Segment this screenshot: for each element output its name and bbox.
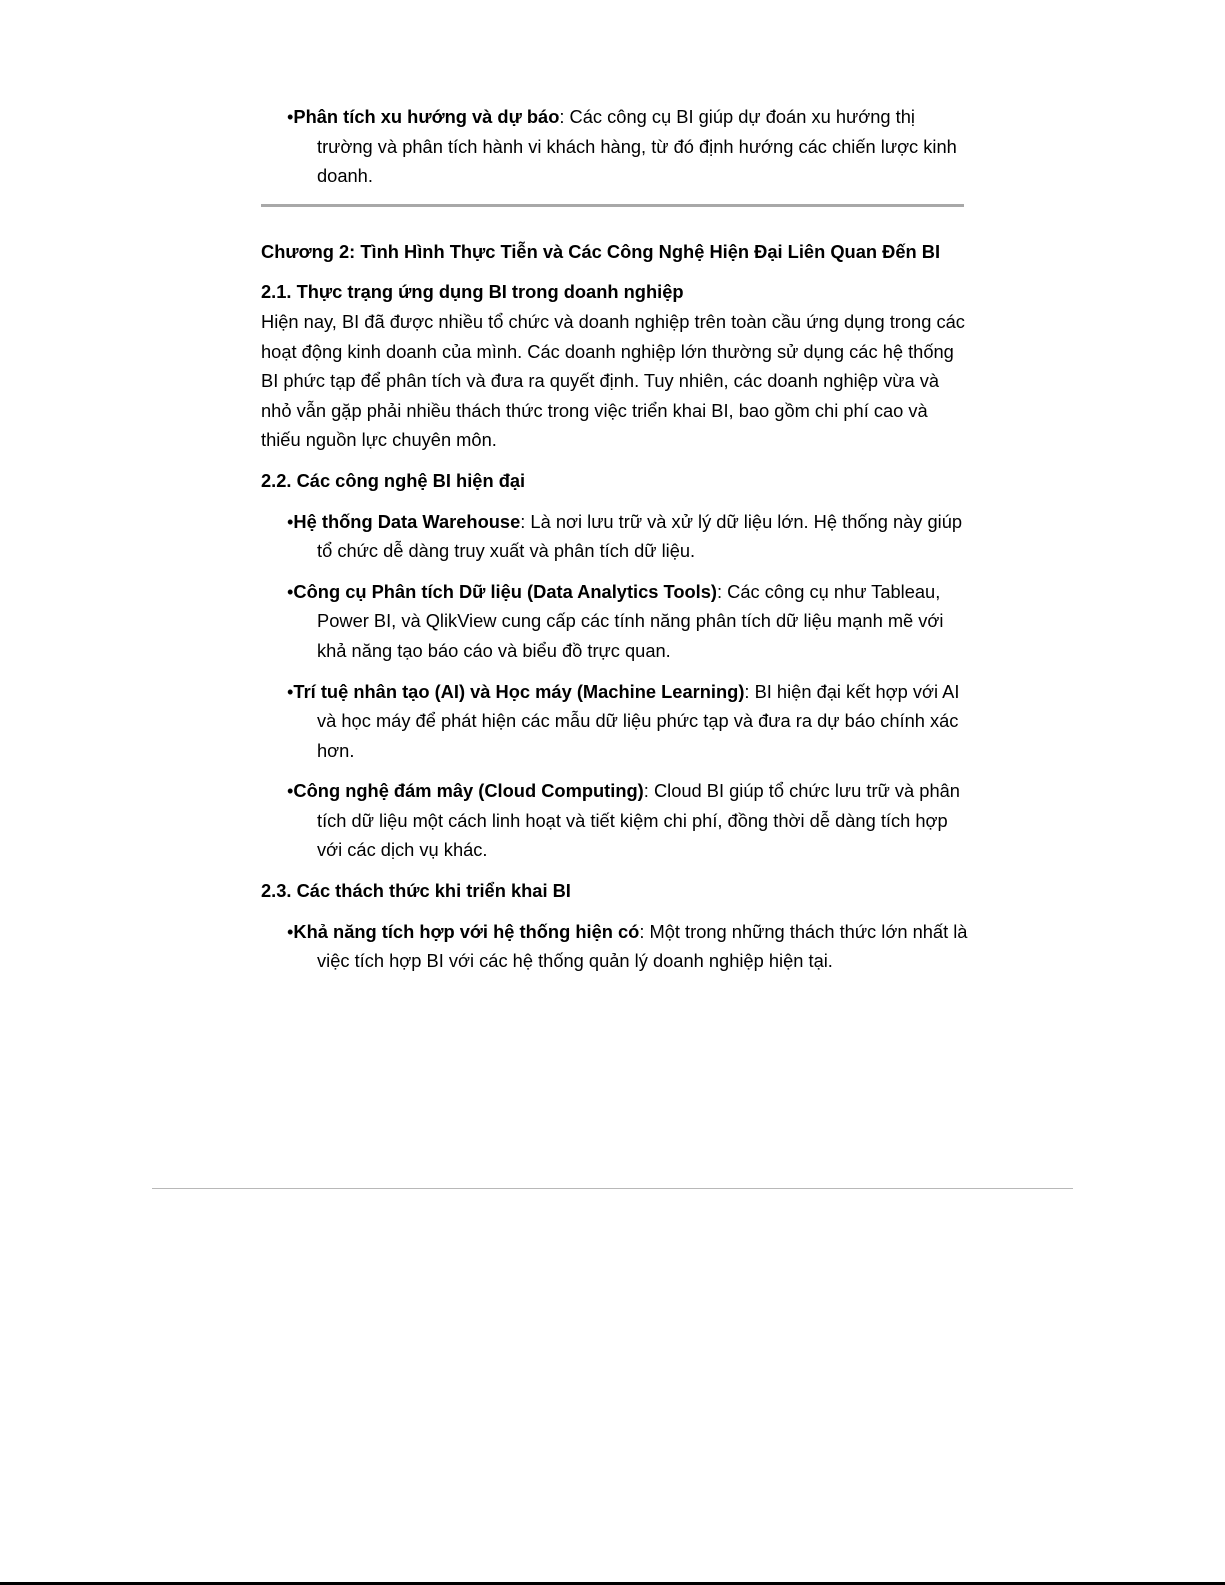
bullet-text: : BI hiện đại kết hợp với AI và học máy để phát hiện các mẫu dữ liệu phức tạp và đưa ra dự báo chính xác hơn. [317, 680, 960, 761]
section-2-3-title: 2.3. Các thách thức khi triển khai BI [261, 880, 571, 902]
bullet-text: : Các công cụ như Tableau, Power BI, và QlikView cung cấp các tính năng phân tích dữ liệu mạnh mẽ với khả năng tạo báo cáo và biểu đồ trực quan. [317, 580, 944, 661]
document-body [261, 102, 971, 987]
list-item-analytics-tools [261, 577, 971, 666]
section-2-2-title: 2.2. Các công nghệ BI hiện đại [261, 469, 526, 491]
section-2-1-paragraph: Hiện nay, BI đã được nhiều tổ chức và doanh nghiệp trên toàn cầu ứng dụng trong các hoạt động kinh doanh của mình. Các doanh nghiệp lớn thường sử dụng các hệ thống BI phức tạp để phân tích và đưa ra quyết định. Tuy nhiên, các doanh nghiệp vừa và nhỏ vẫn gặp phải nhiều thách thức trong việc triển khai BI, bao gồm chi phí cao và thiếu nguồn lực chuyên môn. [261, 310, 965, 451]
bullet-marker: • [287, 920, 294, 942]
bullet-term: Khả năng tích hợp với hệ thống hiện có [293, 920, 640, 942]
bullet-marker: • [287, 106, 294, 127]
bullet-marker: • [287, 580, 294, 602]
bullet-term: Trí tuệ nhân tạo (AI) và Học máy (Machine Learning) [293, 680, 745, 702]
bullet-term: Công nghệ đám mây (Cloud Computing) [293, 780, 644, 802]
bullet-term: Phân tích xu hướng và dự báo [293, 106, 560, 127]
chapter-title: Chương 2: Tình Hình Thực Tiễn và Các Công Nghệ Hiện Đại Liên Quan Đến BI [261, 240, 941, 262]
intro-bullet [261, 102, 971, 191]
bullet-marker: • [287, 680, 294, 702]
bullet-text: : Là nơi lưu trữ và xử lý dữ liệu lớn. Hệ thống này giúp tổ chức dễ dàng truy xuất và phân tích dữ liệu. [317, 510, 963, 562]
bullet-text: : Các công cụ BI giúp dự đoán xu hướng thị trường và phân tích hành vi khách hàng, từ đó định hướng các chiến lược kinh doanh. [317, 106, 957, 187]
bullet-marker: • [287, 780, 294, 802]
list-item-integration [261, 917, 971, 976]
bullet-term: Công cụ Phân tích Dữ liệu (Data Analytics Tools) [293, 580, 717, 602]
list-item-cloud-computing [261, 776, 971, 865]
bullet-text: : Một trong những thách thức lớn nhất là việc tích hợp BI với các hệ thống quản lý doanh nghiệp hiện tại. [317, 920, 968, 972]
section-2-1-title: 2.1. Thực trạng ứng dụng BI trong doanh nghiệp [261, 281, 684, 303]
page-divider [152, 1188, 1073, 1189]
bullet-term: Hệ thống Data Warehouse [293, 510, 521, 532]
bullet-marker: • [287, 510, 294, 532]
list-item-ai-ml [261, 677, 971, 766]
list-item-data-warehouse [261, 507, 971, 566]
bullet-text: : Cloud BI giúp tổ chức lưu trữ và phân tích dữ liệu một cách linh hoạt và tiết kiệm chi phí, đồng thời dễ dàng tích hợp với các dịch vụ khác. [317, 780, 960, 861]
horizontal-divider [261, 204, 964, 207]
